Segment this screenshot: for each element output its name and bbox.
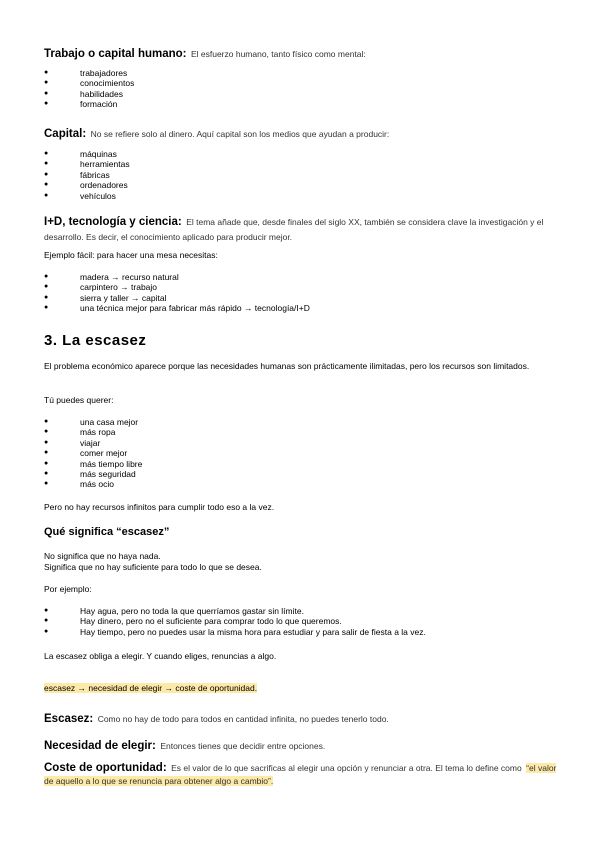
chain-line (44, 683, 564, 694)
list-item: ● ordenadores (44, 180, 564, 190)
list-item: ● Hay dinero, pero no el suficiente para comprar todo lo que queremos. (44, 616, 564, 626)
def-coste-heading: Coste de oportunidad: (44, 762, 167, 774)
recursos-paragraph: Pero no hay recursos infinitos para cumplir todo eso a la vez. (44, 502, 275, 512)
list-item: ● sierra y taller → capital (44, 293, 564, 303)
def-escasez-desc: Como no hay de todo para todos en cantidad infinita, no puedes tenerlo todo. (97, 714, 389, 724)
significa-line-1: No significa que no haya nada. (44, 551, 161, 561)
list-item: ● Hay agua, pero no toda la que querríamos gastar sin límite. (44, 606, 564, 616)
capital-desc: No se refiere solo al dinero. Aquí capital son los medios que ayudan a producir: (90, 129, 390, 139)
list-item: ● más ocio (44, 479, 564, 489)
def-elegir-desc: Entonces tienes que decidir entre opciones. (160, 741, 326, 751)
trabajo-heading: Trabajo o capital humano: (44, 48, 187, 60)
def-escasez-heading: Escasez: (44, 713, 94, 725)
def-coste (44, 761, 564, 787)
list-item: ● más tiempo libre (44, 459, 564, 469)
list-item: ● más seguridad (44, 469, 564, 479)
list-item: ● vehículos (44, 191, 564, 201)
list-item: ● una técnica mejor para fabricar más rápido → tecnología/I+D (44, 303, 564, 313)
def-escasez (44, 709, 564, 727)
def-elegir-heading: Necesidad de elegir: (44, 740, 156, 752)
por-ejemplo: Por ejemplo: (44, 584, 92, 594)
list-item: ● máquinas (44, 149, 564, 159)
capital-heading-line (44, 124, 564, 142)
significa-line-2: Significa que no hay suficiente para todo lo que se desea. (44, 562, 262, 572)
def-coste-quote: “el valor de aquello a lo que se renuncia para obtener algo a cambio”. (44, 763, 557, 786)
capital-list (44, 149, 564, 201)
list-item: ● más ropa (44, 427, 564, 437)
list-item: ● formación (44, 99, 564, 109)
capital-heading: Capital: (44, 128, 87, 140)
id-paragraph (44, 214, 564, 244)
list-item: ● habilidades (44, 89, 564, 99)
list-item: ● viajar (44, 438, 564, 448)
significa-heading: Qué significa “escasez” (44, 526, 170, 538)
id-heading: I+D, tecnología y ciencia: (44, 216, 182, 228)
list-item: ● Hay tiempo, pero no puedes usar la misma hora para estudiar y para salir de fiesta a la vez. (44, 627, 564, 637)
ejemplo-intro: Ejemplo fácil: para hacer una mesa necesitas: (44, 250, 218, 260)
id-desc: El tema añade que, desde finales del siglo XX, también se considera clave la investigación y el desarrollo. Es decir, el conocimiento aplicado para producir mejor. (44, 217, 544, 242)
trabajo-list (44, 68, 564, 110)
list-item: ● conocimientos (44, 78, 564, 88)
ejemplo-list (44, 272, 564, 314)
trabajo-heading-line (44, 44, 564, 62)
escasez-paragraph: El problema económico aparece porque las necesidades humanas son prácticamente ilimitadas, pero los recursos son limitados. (44, 361, 530, 371)
list-item: ● comer mejor (44, 448, 564, 458)
section-title: 3. La escasez (44, 332, 147, 349)
list-item: ● herramientas (44, 159, 564, 169)
list-item: ● carpintero → trabajo (44, 282, 564, 292)
querer-intro: Tú puedes querer: (44, 395, 114, 405)
highlighted-chain: escasez → necesidad de elegir → coste de oportunidad. (44, 683, 258, 693)
def-elegir (44, 736, 564, 754)
list-item: ● trabajadores (44, 68, 564, 78)
def-coste-desc: Es el valor de lo que sacrificas al elegir una opción y renunciar a otra. El tema lo define como (171, 763, 522, 773)
list-item: ● madera → recurso natural (44, 272, 564, 282)
list-item: ● una casa mejor (44, 417, 564, 427)
list-item: ● fábricas (44, 170, 564, 180)
querer-list (44, 417, 564, 490)
trabajo-desc: El esfuerzo humano, tanto físico como mental: (190, 49, 366, 59)
significa-list (44, 606, 564, 637)
obliga-paragraph: La escasez obliga a elegir. Y cuando eliges, renuncias a algo. (44, 651, 277, 661)
